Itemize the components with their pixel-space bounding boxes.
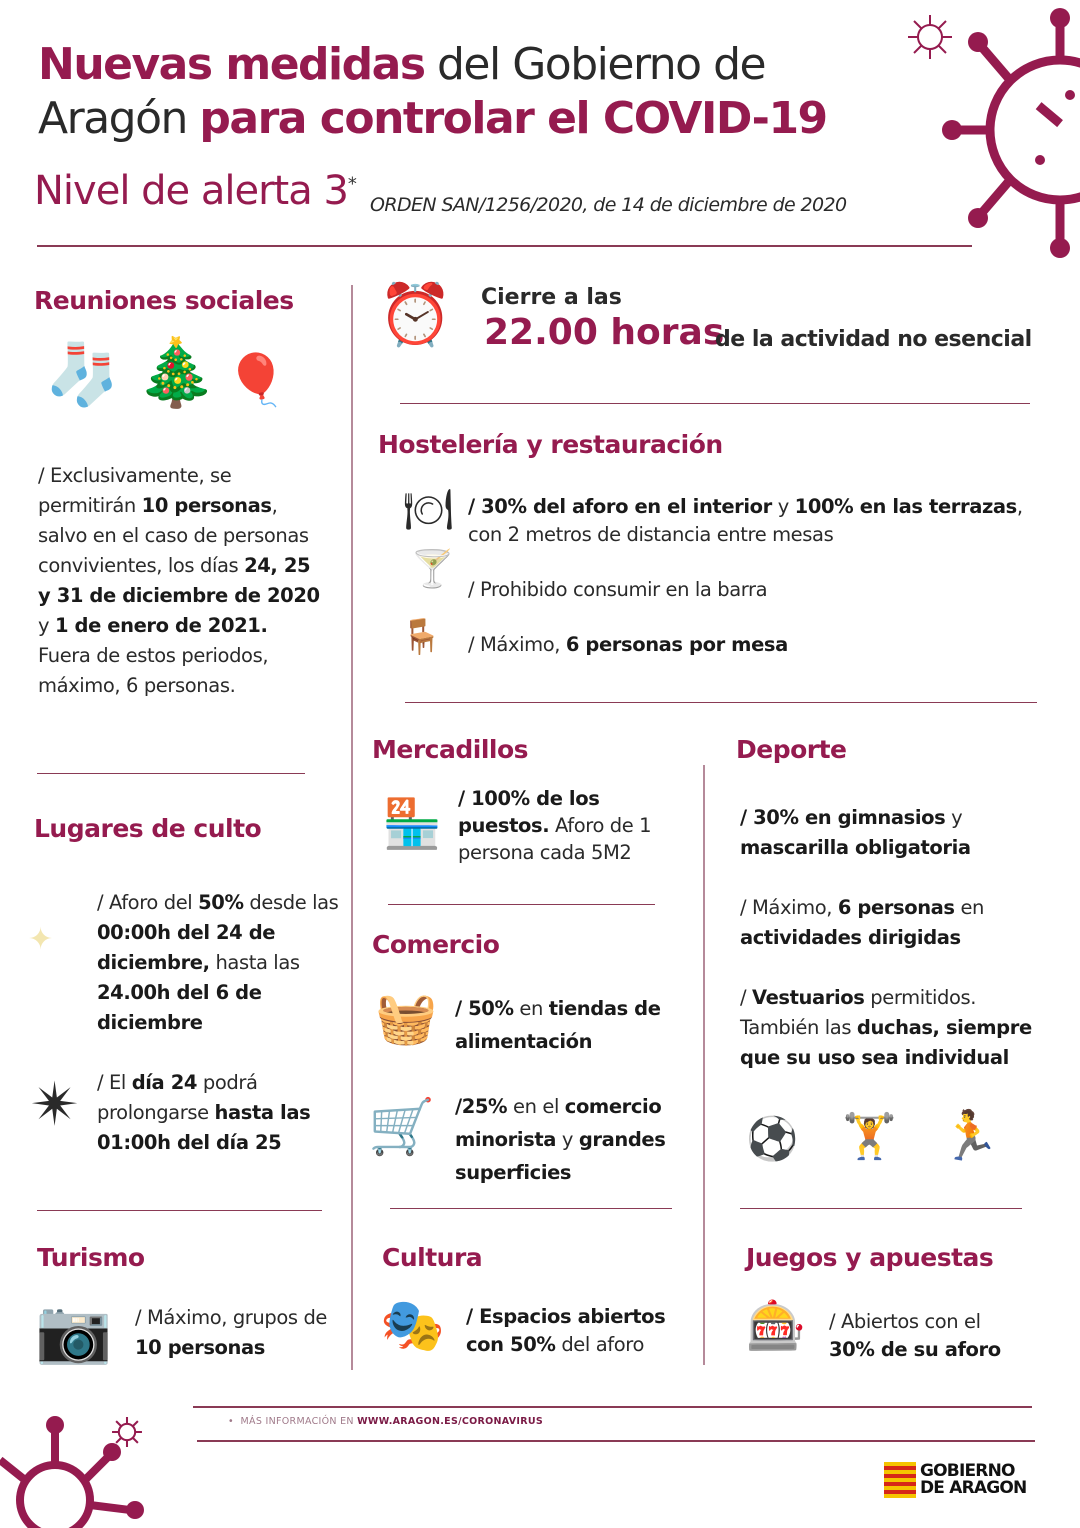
small-virus-icon [110, 1415, 144, 1449]
section-title-hosteleria: Hostelería y restauración [378, 430, 723, 459]
culto-item [97, 1068, 337, 1158]
bold-text-segment: 00:00h del 24 de diciembre, [97, 921, 276, 974]
juegos-text [829, 1308, 1029, 1364]
text-segment: en el [507, 1095, 565, 1118]
bold-text-segment: 50% [198, 891, 244, 914]
text-segment: Fuera de estos periodos, máximo, 6 personas. [38, 644, 269, 697]
text-segment: desde las [243, 891, 339, 914]
section-title-juegos: Juegos y apuestas [746, 1243, 994, 1272]
order-reference: ORDEN SAN/1256/2020, de 14 de diciembre de 2020 [370, 194, 847, 216]
bold-text-segment: duchas, siempre que su uso sea individual [740, 1016, 1032, 1069]
bold-text-segment: para controlar el COVID-19 [199, 93, 827, 144]
bold-text-segment: /25% [455, 1095, 508, 1118]
divider [740, 1208, 1022, 1209]
section-title-comercio: Comercio [372, 930, 500, 959]
text-segment: y [771, 495, 795, 518]
bold-text-segment: mascarilla obligatoria [740, 836, 971, 859]
column-divider [351, 285, 353, 1370]
bold-text-segment: / 100% de los puestos. [458, 787, 600, 837]
section-title-cultura: Cultura [382, 1243, 483, 1272]
bold-text-segment: 24.00h del 6 de diciembre [97, 981, 262, 1034]
bold-text-segment: / 30% en gimnasios [740, 806, 946, 829]
star-icon: ✴ [30, 1070, 81, 1140]
bold-text-segment: 24, 25 y 31 de diciembre de 2020 [38, 554, 320, 607]
serving-cloche-icon: 🍽 [403, 487, 454, 533]
text-segment: hasta las [209, 951, 300, 974]
christmas-tree-icon: 🎄 [135, 334, 218, 411]
text-segment: Aforo de 1 persona cada 5M2 [458, 814, 652, 864]
turismo-text [135, 1303, 345, 1363]
hosteleria-item [468, 493, 1038, 549]
gobierno-aragon-logo [884, 1462, 1026, 1498]
theater-masks-icon: 🎭 [380, 1296, 445, 1356]
section-title-culto: Lugares de culto [34, 814, 262, 843]
bold-text-segment: / Espacios abiertos con 50% [466, 1305, 666, 1356]
text-segment: en [954, 896, 984, 919]
text-segment: Aragón [38, 93, 200, 144]
text-segment: , salvo en el caso de personas convivientes, los días [38, 494, 309, 577]
divider [37, 245, 972, 247]
bold-text-segment: hasta las 01:00h del día 25 [97, 1101, 311, 1154]
bold-text-segment: 6 personas [837, 896, 955, 919]
closing-prefix: Cierre a las [481, 285, 622, 310]
text-segment: permitidos. También las [740, 986, 977, 1039]
alarm-clock-icon: ⏰ [378, 280, 453, 350]
shopping-cart-icon: 🛒 [368, 1095, 436, 1158]
text-segment: / Abiertos con el [829, 1310, 981, 1333]
reuniones-text [38, 461, 323, 701]
divider [37, 1210, 322, 1211]
text-segment: / Exclusivamente, se permitirán [38, 464, 232, 517]
aragon-flag-icon [884, 1462, 916, 1498]
text-segment: / Prohibido consumir en la barra [468, 578, 768, 601]
text-segment: / Máximo, grupos de [135, 1306, 328, 1329]
comercio-item [455, 1090, 695, 1189]
virus-icon [940, 0, 1080, 260]
divider [400, 403, 1030, 404]
market-stall-icon: 🏪 [382, 796, 442, 852]
bold-text-segment: 10 personas [141, 494, 272, 517]
section-title-deporte: Deporte [736, 735, 847, 764]
text-segment: podrá prolongarse [97, 1071, 258, 1124]
bold-text-segment: / 30% del aforo en el interior [468, 495, 772, 518]
bold-text-segment: 30% de su aforo [829, 1338, 1001, 1361]
more-info-label: MÁS INFORMACIÓN EN [240, 1416, 358, 1427]
culto-item [97, 888, 347, 1038]
comercio-item [455, 992, 695, 1058]
closing-time: 22.00 horas [484, 312, 725, 353]
bold-text-segment: / 50% [455, 997, 514, 1020]
bold-text-segment: 1 de enero de 2021. [54, 614, 268, 637]
deporte-item [740, 983, 1060, 1073]
column-divider [703, 765, 705, 1365]
camera-icon: 📷 [35, 1294, 113, 1367]
soccer-ball-icon: ⚽ [746, 1114, 799, 1163]
text-segment: y [38, 614, 55, 637]
text-segment: , con 2 metros de distancia entre mesas [468, 495, 1023, 546]
mercadillos-text [458, 785, 683, 866]
text-segment: y [945, 806, 963, 829]
bold-text-segment: día 24 [131, 1071, 198, 1094]
bold-text-segment: 100% en las terrazas [794, 495, 1017, 518]
bold-text-segment: 6 personas por mesa [565, 633, 788, 656]
text-segment: / Máximo, [468, 633, 566, 656]
grocery-basket-icon: 🧺 [375, 989, 438, 1047]
hosteleria-item [468, 630, 788, 660]
bold-text-segment: comercio minorista [455, 1095, 662, 1151]
christmas-stocking-icon: 🧦 [45, 340, 120, 410]
cocktail-icon: 🍸 [410, 549, 455, 590]
more-info-link[interactable]: WWW.ARAGON.ES/CORONAVIRUS [357, 1416, 544, 1427]
text-segment: del aforo [555, 1333, 644, 1356]
text-segment: en [513, 997, 549, 1020]
bold-text-segment: Vestuarios [751, 986, 865, 1009]
more-info: • MÁS INFORMACIÓN EN WWW.ARAGON.ES/CORONAVIRUS [228, 1416, 544, 1427]
section-title-reuniones: Reuniones sociales [34, 286, 294, 315]
divider [197, 1440, 1035, 1442]
text-segment: / Máximo, [740, 896, 838, 919]
weightlifter-icon: 🏋 [842, 1111, 897, 1162]
text-segment: del Gobierno de [424, 39, 766, 90]
section-title-turismo: Turismo [37, 1243, 145, 1272]
text-segment: / El [97, 1071, 132, 1094]
section-title-mercadillos: Mercadillos [372, 735, 529, 764]
cultura-text [466, 1303, 691, 1359]
bold-text-segment: Nuevas medidas [38, 39, 425, 90]
hosteleria-item [468, 575, 767, 605]
candle-light-icon: ✦ [28, 922, 54, 957]
small-virus-icon [905, 12, 955, 62]
text-segment: / Aforo del [97, 891, 199, 914]
alert-level-text: Nivel de alerta 3 [34, 168, 348, 214]
divider [388, 904, 655, 905]
runner-icon: 🏃 [940, 1108, 1000, 1164]
bold-text-segment: 10 personas [135, 1336, 265, 1359]
alert-asterisk: * [347, 173, 356, 195]
text-segment: y [556, 1128, 579, 1151]
closing-suffix: de la actividad no esencial [715, 327, 1032, 352]
christmas-ornaments-icon: 🎈 [225, 351, 288, 409]
logo-line-2: DE ARAGON [920, 1478, 1027, 1498]
casino-chips-icon: 🎰 [746, 1298, 806, 1354]
bold-text-segment: grandes superficies [455, 1128, 666, 1184]
logo-line-1: GOBIERNO [920, 1461, 1015, 1481]
divider [405, 702, 1037, 703]
divider [193, 1406, 1032, 1408]
text-segment: / [740, 986, 752, 1009]
divider [37, 773, 305, 774]
title-line-1 [38, 38, 765, 92]
bold-text-segment: tiendas de alimentación [455, 997, 661, 1053]
title-line-2 [38, 92, 827, 146]
alert-level [34, 168, 356, 214]
deporte-item [740, 893, 1040, 953]
deporte-item [740, 803, 1040, 863]
table-chairs-icon: 🪑 [400, 617, 443, 657]
bold-text-segment: actividades dirigidas [740, 926, 961, 949]
divider [390, 1208, 672, 1209]
